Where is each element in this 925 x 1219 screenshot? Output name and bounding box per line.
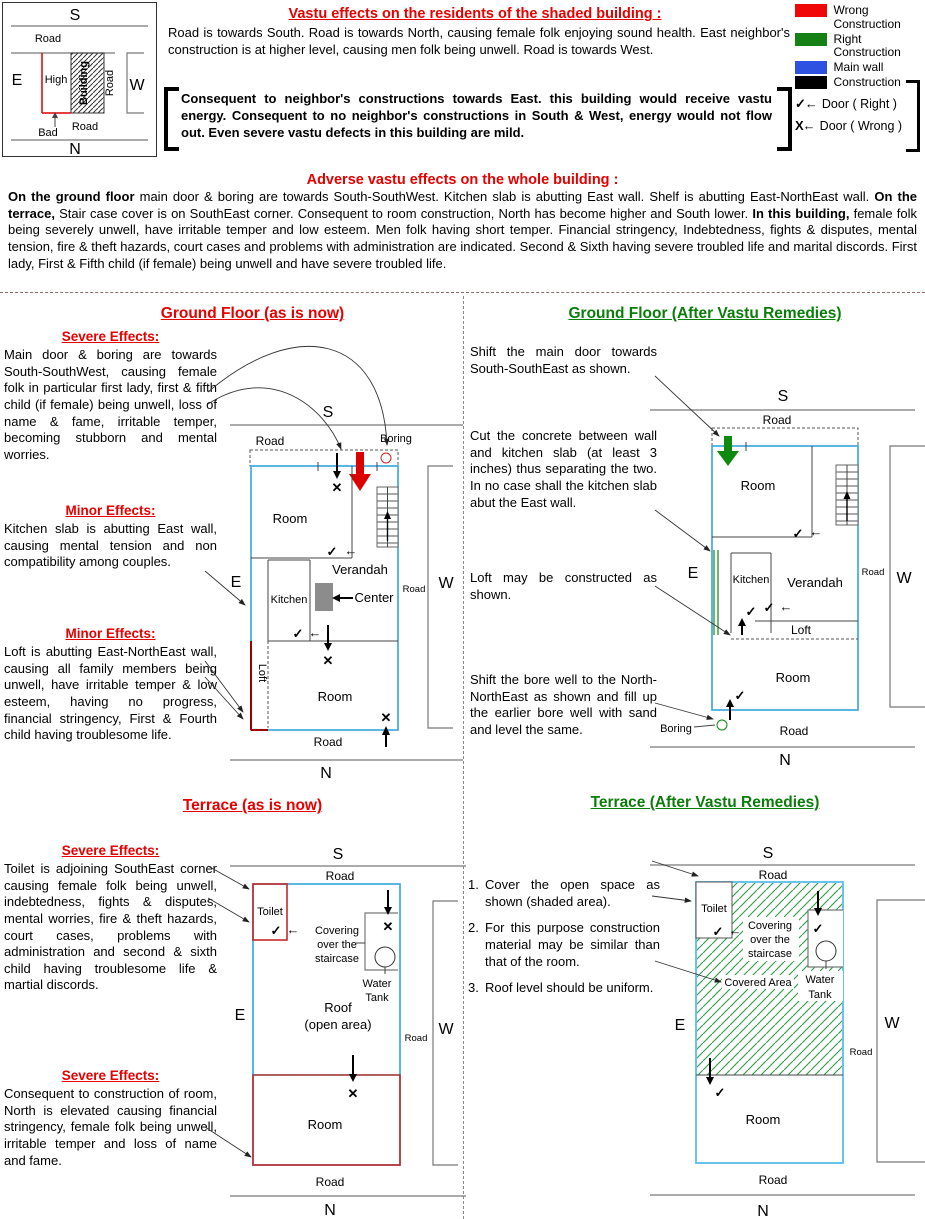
construction-swatch (795, 76, 827, 89)
road-right-label: Road (404, 1033, 428, 1044)
terrace-remedy-note (468, 877, 660, 910)
adverse-lead-2: On the terrace, (8, 189, 917, 221)
kitchen-label: Kitchen (732, 574, 770, 586)
terrace-remedy-note (468, 980, 660, 997)
terrace-now-effect-heading: Severe Effects: (61, 843, 160, 858)
road-bottom-label: Road (313, 735, 343, 749)
door-wrong-icon (348, 1055, 359, 1101)
road-bottom-label: Road (758, 1173, 788, 1187)
water-tank-label: Water (805, 974, 835, 986)
roof-label: Roof (324, 1000, 352, 1015)
svg-text:←: ← (308, 625, 322, 640)
west-label: W (896, 570, 912, 587)
door-right-icon (793, 524, 823, 541)
gf-now-effect-heading: Minor Effects: (65, 626, 156, 641)
north-label: N (779, 752, 791, 769)
gf-remedy-note: Shift the bore well to the North-NorthEast as shown and fill up the earlier bore well with sand and level the same. (470, 672, 657, 737)
key-road-bottom-label: Road (71, 121, 99, 133)
svg-text:←: ← (779, 599, 793, 614)
legend-label: Wrong Construction (833, 3, 901, 31)
roof-label: (open area) (304, 1017, 372, 1032)
legend-bracket-icon (906, 80, 920, 152)
covering-label: Covering (314, 925, 360, 937)
covering-label: over the (750, 934, 790, 946)
west-plot-bracket (428, 466, 453, 728)
gf-now-effect-body: Loft is abutting East-NorthEast wall, causing all family members being unwell, have irritable temper & low esteem, having no progress, financial stringency, First & Fourth child having troublesome life. (4, 644, 217, 743)
legend-label: Right Construction (833, 31, 901, 60)
svg-text:✕: ✕ (331, 480, 343, 495)
water-tank-label: Water (362, 978, 392, 990)
verandah-label: Verandah (787, 575, 843, 590)
legend (795, 4, 920, 133)
note-text: Cover the open space as shown (shaded area). (485, 877, 660, 909)
key-diagram (2, 2, 157, 157)
gf-now-effect-body: Kitchen slab is abutting East wall, causing mental tension and non compatibility among couples. (4, 521, 217, 570)
key-west-label: W (129, 77, 145, 94)
gf-now-effect-heading: Minor Effects: (65, 503, 156, 518)
room-label: Room (307, 1117, 343, 1132)
center-label: Center (354, 590, 394, 605)
boring-label: Boring (660, 723, 692, 735)
key-south-label: S (69, 7, 81, 24)
center-block (315, 583, 333, 611)
key-bad-arrow-icon (52, 112, 58, 127)
top-paragraph: Road is towards South. Road is towards North, causing female folk enjoying sound health. East neighbor's construction is at higher level, causing men folk being unwell. Road is towards West. (168, 25, 790, 57)
door-right-icon (271, 922, 300, 938)
svg-text:✕: ✕ (347, 1086, 359, 1101)
covered-area-label: Covered Area (724, 977, 792, 989)
key-diagram-svg (3, 3, 156, 156)
road-top-label: Road (255, 434, 285, 448)
door-right-icon (738, 604, 756, 635)
water-tank-label: Tank (808, 989, 832, 1001)
horizontal-separator (0, 292, 925, 293)
east-label: E (234, 1007, 246, 1024)
boring-pointer-line (694, 725, 715, 727)
water-tank-icon (816, 941, 836, 961)
legend-item-mainwall (795, 61, 920, 75)
toilet-label: Toilet (257, 906, 283, 918)
key-east-label: E (11, 72, 23, 89)
page-title: Vastu effects on the residents of the shaded building : (288, 6, 662, 22)
loft-label: Loft (256, 663, 268, 683)
bracket-left-icon (164, 87, 179, 151)
setback-dashed (250, 450, 398, 466)
boring-well-icon (381, 453, 391, 463)
covering-label: over the (317, 939, 357, 951)
door-right-icon (327, 543, 358, 559)
room-label: Room (317, 689, 353, 704)
door-wrong-icon (323, 625, 334, 668)
north-label: N (324, 1202, 336, 1219)
right-construction-swatch (795, 33, 827, 46)
legend-item-construction (795, 76, 920, 90)
legend-door-right (795, 96, 920, 112)
gf-remedy-note: Cut the concrete between wall and kitchen slab (at least 3 inches) thus separating the two. In no case shall the kitchen slab abut the East wall. (470, 428, 657, 510)
note-text: For this purpose construction material may be similar than that of the room. (485, 920, 660, 969)
door-right-icon (764, 599, 793, 615)
terrace-now-effect-heading: Severe Effects: (61, 1068, 160, 1083)
west-label: W (438, 575, 454, 592)
svg-text:←: ← (344, 543, 358, 558)
main-wall-swatch (795, 61, 827, 74)
boring-label: Boring (380, 433, 412, 445)
gf-now-title: Ground Floor (as is now) (160, 305, 345, 322)
svg-text:✓: ✓ (745, 604, 757, 619)
terrace-remedy-notes (468, 877, 660, 1007)
south-label: S (762, 845, 774, 862)
adverse-paragraph (8, 189, 917, 272)
staircase (377, 487, 398, 547)
key-road-right-label: Road (104, 69, 116, 97)
door-wrong-icon (381, 710, 392, 747)
center-pointer-icon (332, 594, 353, 602)
adverse-lead-1: On the ground floor (8, 189, 135, 204)
legend-label: Main wall (833, 60, 884, 75)
covering-label: Covering (747, 920, 793, 932)
north-label: N (757, 1203, 769, 1219)
svg-text:✓: ✓ (792, 526, 804, 541)
note-text: Roof level should be uniform. (485, 980, 654, 996)
room-label: Room (272, 511, 308, 526)
toilet-label: Toilet (701, 903, 727, 915)
west-label: W (884, 1015, 900, 1032)
road-top-label: Road (325, 869, 355, 883)
svg-text:✓: ✓ (292, 626, 304, 641)
terrace-now-title: Terrace (as is now) (182, 797, 323, 814)
gf-remedy-note: Loft may be constructed as shown. (470, 570, 657, 602)
svg-text:✓: ✓ (763, 600, 775, 615)
terrace-remedy-note (468, 920, 660, 970)
road-top-label: Road (762, 413, 792, 427)
plan-ground-floor-now (228, 395, 465, 787)
terrace-now-effect-body: Toilet is adjoining SouthEast corner causing female folk being unwell, indebtedness, fights & disputes, mental worries, fire & theft hazards, court cases, problems with administration and second & sixth child having troublesome life & martial discords. (4, 861, 217, 993)
room-label: Room (775, 670, 811, 685)
svg-text:✓: ✓ (734, 688, 746, 703)
svg-text:✓: ✓ (714, 1085, 726, 1100)
key-building-label: Building (78, 61, 90, 105)
gf-now-effect-heading: Severe Effects: (61, 329, 160, 344)
plan-terrace-now (228, 842, 470, 1219)
svg-text:←: ← (809, 524, 823, 539)
staircase (836, 465, 858, 525)
note-number: 3. (468, 980, 479, 996)
road-right-label: Road (849, 1047, 873, 1058)
room-label: Room (740, 478, 776, 493)
door-right-icon (726, 688, 745, 720)
covering-label: staircase (747, 948, 793, 960)
gf-remedy-note: Shift the main door towards South-SouthEast as shown. (470, 344, 657, 376)
north-label: N (320, 765, 332, 782)
road-right-label: Road (861, 567, 885, 578)
svg-text:✕: ✕ (322, 653, 334, 668)
south-label: S (332, 846, 344, 863)
east-label: E (674, 1017, 686, 1034)
setback-dashed (712, 428, 858, 446)
plan-ground-floor-remedy (640, 385, 925, 785)
wrong-construction-swatch (795, 4, 827, 17)
covering-label: staircase (314, 953, 360, 965)
key-high-label: High (44, 74, 68, 86)
door-wrong-icon (383, 890, 394, 934)
road-top-label: Road (758, 868, 788, 882)
south-label: S (777, 388, 789, 405)
adverse-title: Adverse vastu effects on the whole building : (306, 172, 619, 188)
legend-item-wrong (795, 4, 920, 32)
door-wrong-icon (332, 453, 343, 495)
terrace-now-effect-body: Consequent to construction of room, North is elevated causing financial stringency, female folk being unwell, irritable temper and loss of name and fame. (4, 1086, 217, 1168)
key-north-label: N (69, 141, 81, 156)
adverse-seg-3: female folk being severely unwell, have irritable temper and low esteem. Men folk having short temper. Financial stringency, Indebtedness, fights & disputes, mental tension, fire & theft hazards, court cases and problems with administration are indicated. Second & Sixth having severe troubled life and marital discords. First lady, First & Fifth child (if female) being unwell and have severe troubled life. (8, 205, 917, 271)
legend-door-right-label: Door ( Right ) (821, 96, 897, 111)
kitchen-label: Kitchen (270, 594, 308, 606)
south-label: S (322, 404, 334, 421)
room-label: Room (745, 1112, 781, 1127)
boring-well-icon (717, 720, 727, 730)
svg-text:✓: ✓ (326, 544, 338, 559)
legend-item-right (795, 33, 920, 61)
east-label: E (230, 574, 242, 591)
bracket-right-icon (777, 87, 792, 151)
gf-remedy-title: Ground Floor (After Vastu Remedies) (568, 305, 842, 322)
svg-text:✓: ✓ (270, 923, 282, 938)
note-number: 2. (468, 920, 479, 936)
svg-text:✓: ✓ (712, 924, 724, 939)
svg-text:✕: ✕ (380, 710, 392, 725)
legend-label: Construction (833, 74, 901, 89)
svg-text:←: ← (728, 923, 742, 938)
road-bottom-label: Road (315, 1175, 345, 1189)
plan-terrace-remedy (640, 845, 925, 1219)
legend-door-wrong (795, 118, 920, 133)
east-label: E (687, 565, 699, 582)
verandah-label: Verandah (332, 562, 388, 577)
adverse-seg-2: Stair case cover is on SouthEast corner. Consequent to room construction, North has become higher and South lower. (54, 205, 753, 221)
note-number: 1. (468, 877, 479, 892)
legend-door-wrong-label: Door ( Wrong ) (819, 118, 903, 133)
gf-now-effect-body: Main door & boring are towards South-SouthWest, causing female folk in particular first lady, first & fifth child (if female) being unwell, loss of name & fame, irritable temper, becoming stubborn and mental worries. (4, 347, 217, 462)
door-right-icon (293, 625, 322, 641)
svg-text:✕: ✕ (382, 919, 394, 934)
terrace-remedy-title: Terrace (After Vastu Remedies) (590, 794, 820, 811)
water-tank-label: Tank (365, 992, 389, 1004)
right-main-door-arrow-icon (717, 436, 739, 466)
road-bottom-label: Road (779, 724, 809, 738)
svg-text:←: ← (286, 922, 300, 937)
svg-text:✓: ✓ (812, 921, 824, 936)
water-tank-icon (375, 947, 395, 967)
kitchen-slab-cut-lines (714, 550, 718, 635)
door-wrong-icon: X← (795, 117, 815, 133)
door-right-icon: ✓← (795, 95, 817, 111)
loft-label: Loft (790, 623, 812, 637)
road-right-label: Road (402, 584, 426, 595)
adverse-seg-1: main door & boring are towards South-SouthWest. Kitchen slab is abutting East wall. Shelf is abutting East-NorthEast wall. (134, 189, 875, 204)
adverse-lead-3: In this building, (752, 205, 850, 221)
key-bad-label: Bad (38, 127, 58, 139)
west-label: W (438, 1021, 454, 1038)
key-road-top-label: Road (34, 33, 62, 45)
bracket-paragraph: Consequent to neighbor's constructions towards East. this building would receive vastu energy. Consequent to no neighbor's constructions in South & West, energy would not flow out. Even severe vastu defects in this building are mild. (181, 91, 772, 140)
